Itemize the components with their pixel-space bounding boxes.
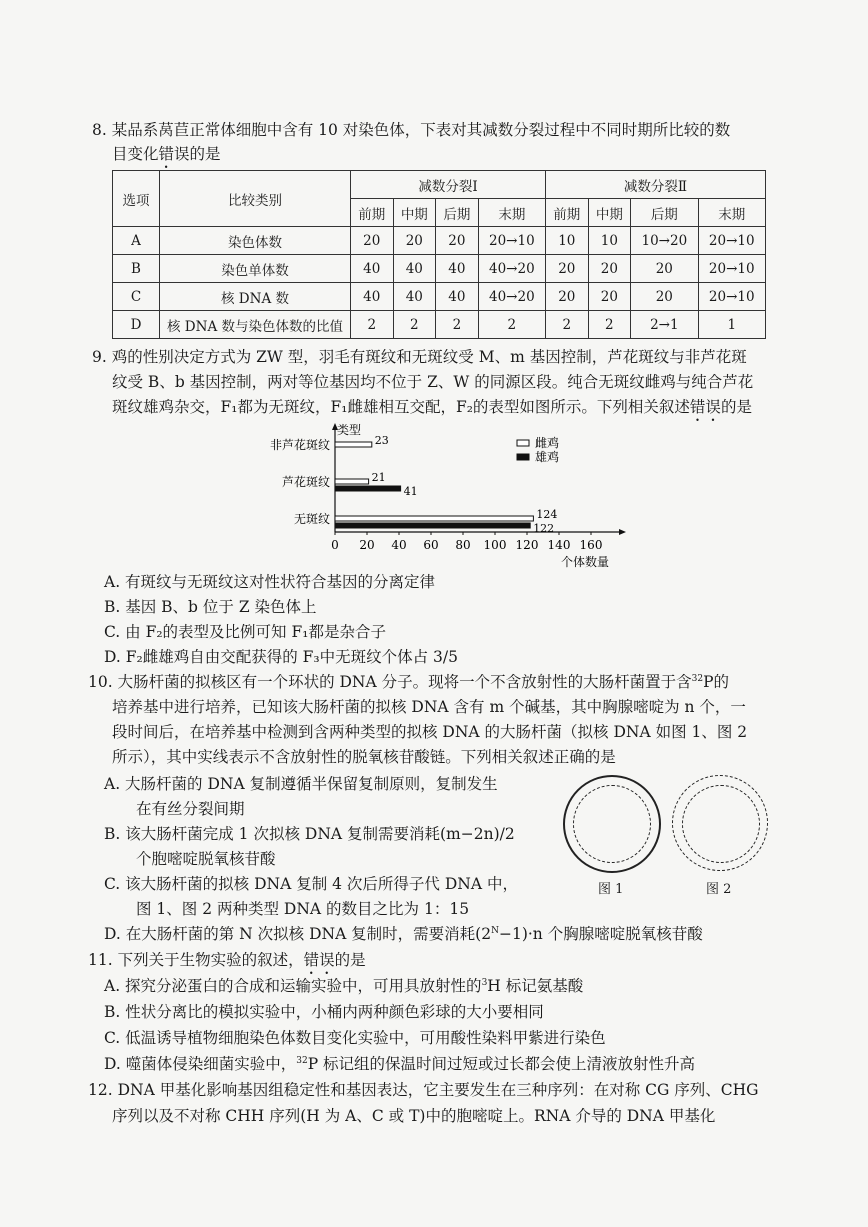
q11-option-d-text: D. 噬菌体侵染细菌实验中， (104, 1055, 297, 1073)
q12-stem-line2: 序列以及不对称 CHH 序列(H 为 A、C 或 T)中的胞嘧啶上。RNA 介导的 DNA 甲基化 (112, 1107, 716, 1125)
table-cell: 40 (393, 283, 436, 311)
table-cell: 10 (588, 227, 631, 255)
q10-option-c-line2: 图 1、图 2 两种类型 DNA 的数目之比为 1：15 (136, 900, 470, 918)
q10-stem-line1 (88, 670, 729, 692)
table-cell: 2 (478, 311, 545, 339)
table-cell: 10→20 (631, 227, 698, 255)
table-cell: C (113, 283, 160, 311)
q10-stem-line2: 培养基中进行培养，已知该大肠杆菌的拟核 DNA 含有 m 个碱基，其中胸腺嘧啶为 n 个，一 (112, 698, 746, 716)
q10-stem-text: 10. 大肠杆菌的拟核区有一个环状的 DNA 分子。现将一个不含放射性的大肠杆菌置于含 (88, 673, 692, 691)
x-axis-label: 个体数量 (561, 555, 610, 569)
table-cell: 20 (588, 283, 631, 311)
table-cell: 40 (436, 255, 479, 283)
table-cell: 20→10 (698, 227, 765, 255)
fig1-caption: 图 1 (598, 882, 624, 897)
table-phase: 中期 (393, 199, 436, 227)
fig2-inner-dashed-strand (682, 785, 760, 863)
q8-emphasis: 错 (158, 145, 175, 163)
q9-option-d: D. F₂雌雄鸡自由交配获得的 F₃中无斑纹个体占 3/5 (104, 648, 458, 666)
q9-bar-chart (255, 420, 655, 570)
legend-swatch (517, 440, 529, 446)
fig2-caption: 图 2 (706, 882, 732, 897)
x-tick-label: 80 (455, 538, 471, 552)
q8-stem-text: 目变化 (112, 145, 159, 163)
table-phase: 前期 (351, 199, 394, 227)
table-row (113, 255, 766, 283)
table-header-meiosis1: 减数分裂Ⅰ (351, 171, 546, 199)
x-tick-label: 0 (331, 538, 339, 552)
category-label: 非芦花斑纹 (269, 438, 330, 452)
table-cell: B (113, 255, 160, 283)
table-cell: 染色体数 (160, 227, 351, 255)
q11-stem-text: 11. 下列关于生物实验的叙述， (88, 951, 304, 969)
y-axis-label: 类型 (337, 423, 362, 437)
bar-male (335, 523, 530, 528)
bar-value-label: 21 (371, 471, 386, 484)
q11-option-a-tail: H 标记氨基酸 (487, 977, 584, 995)
bar-value-label: 41 (403, 485, 418, 498)
q11-option-d-tail: P 标记组的保温时间过短或过长都会使上清液放射性升高 (307, 1055, 696, 1073)
table-cell: 20→10 (478, 227, 545, 255)
table-phase: 末期 (478, 199, 545, 227)
table-cell: 40→20 (478, 283, 545, 311)
x-tick-label: 40 (391, 538, 407, 552)
q10-option-b-line1: B. 该大肠杆菌完成 1 次拟核 DNA 复制需要消耗(m−2n)/2 (104, 825, 515, 843)
fig1-inner-dashed-strand (573, 785, 651, 863)
table-cell: 10 (546, 227, 589, 255)
table-cell: 40 (351, 255, 394, 283)
table-cell: A (113, 227, 160, 255)
q8-stem-tail: 误的是 (174, 145, 221, 163)
q8-stem-line2 (112, 142, 221, 172)
q11-option-b: B. 性状分离比的模拟实验中，小桶内两种颜色彩球的大小要相同 (104, 1003, 544, 1021)
q9-emphasis: 错误 (689, 398, 721, 416)
table-cell: 2 (436, 311, 479, 339)
table-cell: 20 (393, 227, 436, 255)
bar-value-label: 122 (533, 522, 555, 535)
table-cell: 20 (588, 255, 631, 283)
q9-option-b: B. 基因 B、b 位于 Z 染色体上 (104, 598, 317, 616)
q10-option-c-line1: C. 该大肠杆菌的拟核 DNA 复制 4 次后所得子代 DNA 中， (104, 875, 518, 893)
table-row (113, 311, 766, 339)
table-header-option: 选项 (113, 171, 160, 227)
x-tick-label: 100 (483, 538, 507, 552)
x-tick-label: 60 (423, 538, 439, 552)
q11-option-a-text: A. 探究分泌蛋白的合成和运输实验中，可用具放射性的 (104, 977, 482, 995)
q9-stem-text: 斑纹雄鸡杂交，F₁都为无斑纹，F₁雌雄相互交配，F₂的表型如图所示。下列相关叙述 (112, 398, 690, 416)
table-cell: 40 (393, 255, 436, 283)
q11-option-a (104, 974, 583, 996)
bar-value-label: 124 (536, 508, 558, 521)
legend-label: 雄鸡 (535, 450, 560, 464)
x-tick-label: 140 (547, 538, 571, 552)
q10-option-d-text: D. 在大肠杆菌的第 N 次拟核 DNA 复制时，需要消耗(2 (104, 925, 492, 943)
q8-stem-line1: 8. 某品系莴苣正常体细胞中含有 10 对染色体，下表对其减数分裂过程中不同时期所比较的数 (92, 121, 731, 139)
table-cell: 40→20 (478, 255, 545, 283)
q11-option-a-sup: 3 (481, 977, 488, 988)
q10-option-d (104, 922, 703, 944)
table-phase: 末期 (698, 199, 765, 227)
q10-option-d-tail: −1)·n 个胸腺嘧啶脱氧核苷酸 (498, 925, 703, 943)
q10-option-b-line2: 个胞嘧啶脱氧核苷酸 (136, 850, 276, 868)
category-label: 芦花斑纹 (281, 475, 330, 489)
table-cell: D (113, 311, 160, 339)
legend-label: 雌鸡 (535, 436, 560, 450)
table-cell: 1 (698, 311, 765, 339)
table-cell: 20→10 (698, 283, 765, 311)
q10-option-a-line1: A. 大肠杆菌的 DNA 复制遵循半保留复制原则，复制发生 (104, 775, 498, 793)
table-row (113, 227, 766, 255)
x-tick-label: 160 (579, 538, 603, 552)
bar-male (335, 486, 401, 491)
table-phase: 后期 (436, 199, 479, 227)
table-header-category: 比较类别 (160, 171, 351, 227)
table-cell: 20 (351, 227, 394, 255)
table-cell: 核 DNA 数 (160, 283, 351, 311)
table-cell: 40 (351, 283, 394, 311)
table-cell: 20 (546, 255, 589, 283)
table-cell: 2 (393, 311, 436, 339)
table-cell: 20 (631, 283, 698, 311)
q11-option-d-sup: 32 (296, 1055, 308, 1066)
table-row (113, 283, 766, 311)
q9-stem-line2: 纹受 B、b 基因控制，两对等位基因均不位于 Z、W 的同源区段。纯合无斑纹雌鸡与纯合芦花 (112, 373, 754, 391)
q10-stem-tail: P的 (703, 673, 730, 691)
q9-option-c: C. 由 F₂的表型及比例可知 F₁都是杂合子 (104, 623, 386, 641)
table-cell: 20→10 (698, 255, 765, 283)
table-cell: 2 (588, 311, 631, 339)
bar-female (335, 442, 372, 447)
table-header-meiosis2: 减数分裂Ⅱ (546, 171, 766, 199)
category-label: 无斑纹 (293, 512, 330, 526)
q10-stem-line4: 所示），其中实线表示不含放射性的脱氧核苷酸链。下列相关叙述正确的是 (112, 748, 616, 766)
x-axis-arrow (619, 529, 626, 535)
q9-stem-line1: 9. 鸡的性别决定方式为 ZW 型，羽毛有斑纹和无斑纹受 M、m 基因控制，芦花斑纹与非芦花斑 (92, 348, 747, 366)
q8-comparison-table (112, 170, 766, 339)
q10-option-a-line2: 在有丝分裂间期 (136, 800, 245, 818)
q11-option-c: C. 低温诱导植物细胞染色体数目变化实验中，可用酸性染料甲紫进行染色 (104, 1029, 606, 1047)
table-phase: 前期 (546, 199, 589, 227)
table-cell: 20 (436, 227, 479, 255)
bar-female (335, 516, 533, 521)
table-cell: 2 (351, 311, 394, 339)
q10-isotope-sup: 32 (691, 673, 704, 684)
table-phase: 后期 (631, 199, 698, 227)
q11-stem-tail: 的是 (334, 951, 366, 969)
q12-stem-line1: 12. DNA 甲基化影响基因组稳定性和基因表达，它主要发生在三种序列：在对称 CG 序列、CHG (88, 1081, 759, 1099)
table-cell: 20 (546, 283, 589, 311)
table-cell: 2 (546, 311, 589, 339)
table-cell: 染色单体数 (160, 255, 351, 283)
table-cell: 40 (436, 283, 479, 311)
table-phase: 中期 (588, 199, 631, 227)
x-tick-label: 20 (359, 538, 375, 552)
q10-stem-line3: 段时间后，在培养基中检测到含两种类型的拟核 DNA 的大肠杆菌（拟核 DNA 如图 1、图 2 (112, 723, 748, 741)
q9-stem-tail: 的是 (720, 398, 752, 416)
x-tick-label: 120 (515, 538, 539, 552)
bar-value-label: 23 (374, 434, 389, 447)
table-cell: 20 (631, 255, 698, 283)
legend-swatch (517, 454, 529, 460)
bar-female (335, 479, 369, 484)
table-cell: 核 DNA 数与染色体数的比值 (160, 311, 351, 339)
q11-emphasis: 错误 (303, 951, 335, 969)
q9-option-a: A. 有斑纹与无斑纹这对性状符合基因的分离定律 (104, 573, 436, 591)
table-cell: 2→1 (631, 311, 698, 339)
q10-option-d-sup: N (491, 925, 499, 936)
q11-option-d (104, 1052, 695, 1074)
